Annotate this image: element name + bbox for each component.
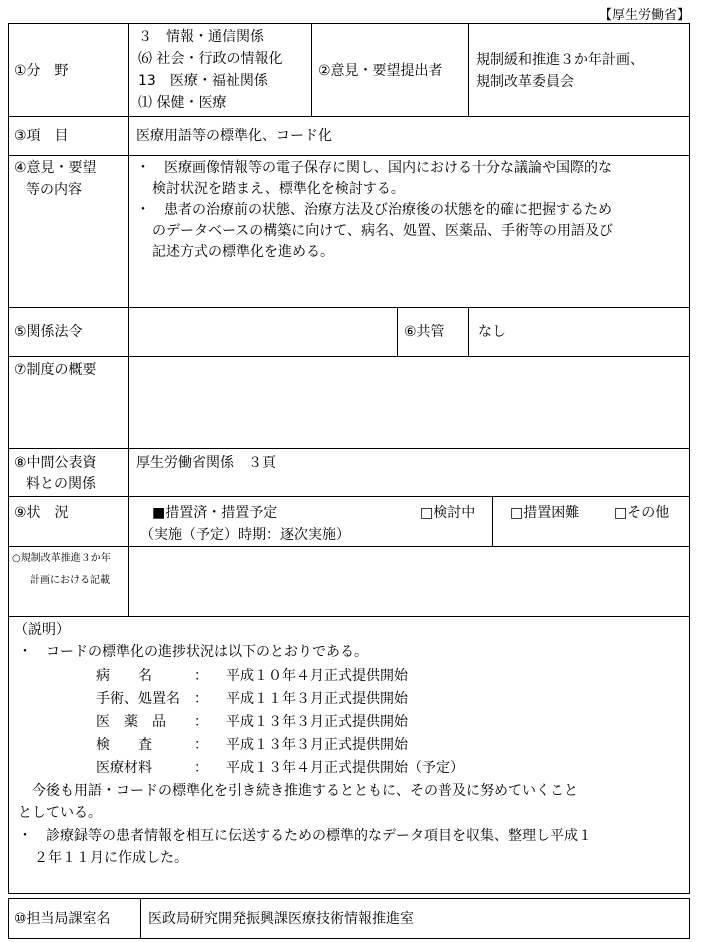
content-p2-line-1: ・ 患者の治療前の状態、治療方法及び治療後の状態を的確に把握するため	[136, 202, 612, 218]
status-option-reviewing: □検討中	[420, 505, 476, 521]
code-row-name: 医 薬 品	[96, 714, 166, 730]
code-row-colon: ：	[194, 714, 208, 730]
code-row-value: 平成１３年４月正式提供開始（予定）	[226, 760, 464, 776]
explanation-p3-line-2: ２年１１月に作成した。	[34, 850, 188, 866]
field-line-4: ⑴ 保健・医療	[138, 95, 227, 111]
jurisdiction-label: ⑥共管	[404, 324, 445, 340]
interim-value: 厚生労働省関係 ３頁	[136, 455, 276, 471]
content-label-line-2: 等の内容	[26, 182, 82, 198]
jurisdiction-value: なし	[478, 324, 506, 340]
field-line-3: 13 医療・福祉関係	[138, 73, 268, 89]
proposer-line-2: 規制改革委員会	[476, 74, 574, 90]
field-label: ①分 野	[14, 63, 69, 79]
code-row-colon: ：	[194, 691, 208, 707]
plan-label-line-2: 計画における記載	[30, 575, 110, 586]
status-label: ⑨状 況	[14, 505, 69, 521]
proposer-label: ②意見・要望提出者	[318, 63, 443, 79]
explanation-p2-line-1: 今後も用語・コードの標準化を引き続き推進するとともに、その普及に努めていくこと	[18, 783, 578, 799]
code-row-name: 病 名	[96, 668, 152, 684]
status-option-difficult: □措置困難	[510, 505, 580, 521]
code-row-name: 検 査	[96, 737, 152, 753]
code-row-colon: ：	[194, 760, 208, 776]
office-label: ⑩担当局課室名	[14, 911, 111, 927]
status-option-other: □その他	[614, 505, 670, 521]
code-row-value: 平成１３年３月正式提供開始	[226, 714, 408, 730]
content-p2-line-2: のデータベースの構築に向けて、病名、処置、医薬品、手術等の用語及び	[152, 223, 614, 239]
content-p2-line-3: 記述方式の標準化を進める。	[152, 244, 334, 260]
system-label: ⑦制度の概要	[14, 362, 97, 378]
proposer-line-1: 規制緩和推進３か年計画、	[476, 52, 644, 68]
interim-label-line-1: ⑧中間公表資	[14, 455, 97, 471]
status-timing: （実施（予定）時期：逐次実施）	[140, 527, 350, 543]
office-value: 医政局研究開発振興課医療技術情報推進室	[148, 911, 414, 927]
code-row-name: 医療材料	[96, 760, 152, 776]
law-label: ⑤関係法令	[14, 324, 83, 340]
code-row-value: 平成１３年３月正式提供開始	[226, 737, 408, 753]
code-row-name: 手術、処置名	[96, 691, 180, 707]
field-line-1: ３ 情報・通信関係	[138, 29, 264, 45]
plan-label-line-1: ○規制改革推進３か年	[12, 553, 111, 564]
field-line-2: ⑹ 社会・行政の情報化	[138, 51, 283, 67]
content-p1-line-2: 検討状況を踏まえ、標準化を検討する。	[152, 181, 405, 197]
item-label: ③項 目	[14, 128, 69, 144]
explanation-p3-line-1: ・ 診療録等の患者情報を相互に伝送するための標準的なデータ項目を収集、整理し平成１	[18, 828, 592, 844]
interim-label-line-2: 料との関係	[26, 476, 96, 492]
ministry-label: 【厚生労働省】	[598, 8, 690, 23]
code-row-colon: ：	[194, 737, 208, 753]
content-label-line-1: ④意見・要望	[14, 160, 97, 176]
code-row-value: 平成１１年３月正式提供開始	[226, 691, 408, 707]
status-option-done: ■措置済・措置予定	[152, 505, 278, 521]
code-row-value: 平成１０年４月正式提供開始	[226, 668, 408, 684]
explanation-heading: （説明）	[14, 622, 70, 638]
item-value: 医療用語等の標準化、コード化	[136, 128, 332, 144]
content-p1-line-1: ・ 医療画像情報等の電子保存に関し、国内における十分な議論や国際的な	[136, 160, 612, 176]
explanation-p2-line-2: としている。	[18, 805, 102, 821]
explanation-intro: ・ コードの標準化の進捗状況は以下のとおりである。	[18, 644, 368, 660]
code-row-colon: ：	[194, 668, 208, 684]
